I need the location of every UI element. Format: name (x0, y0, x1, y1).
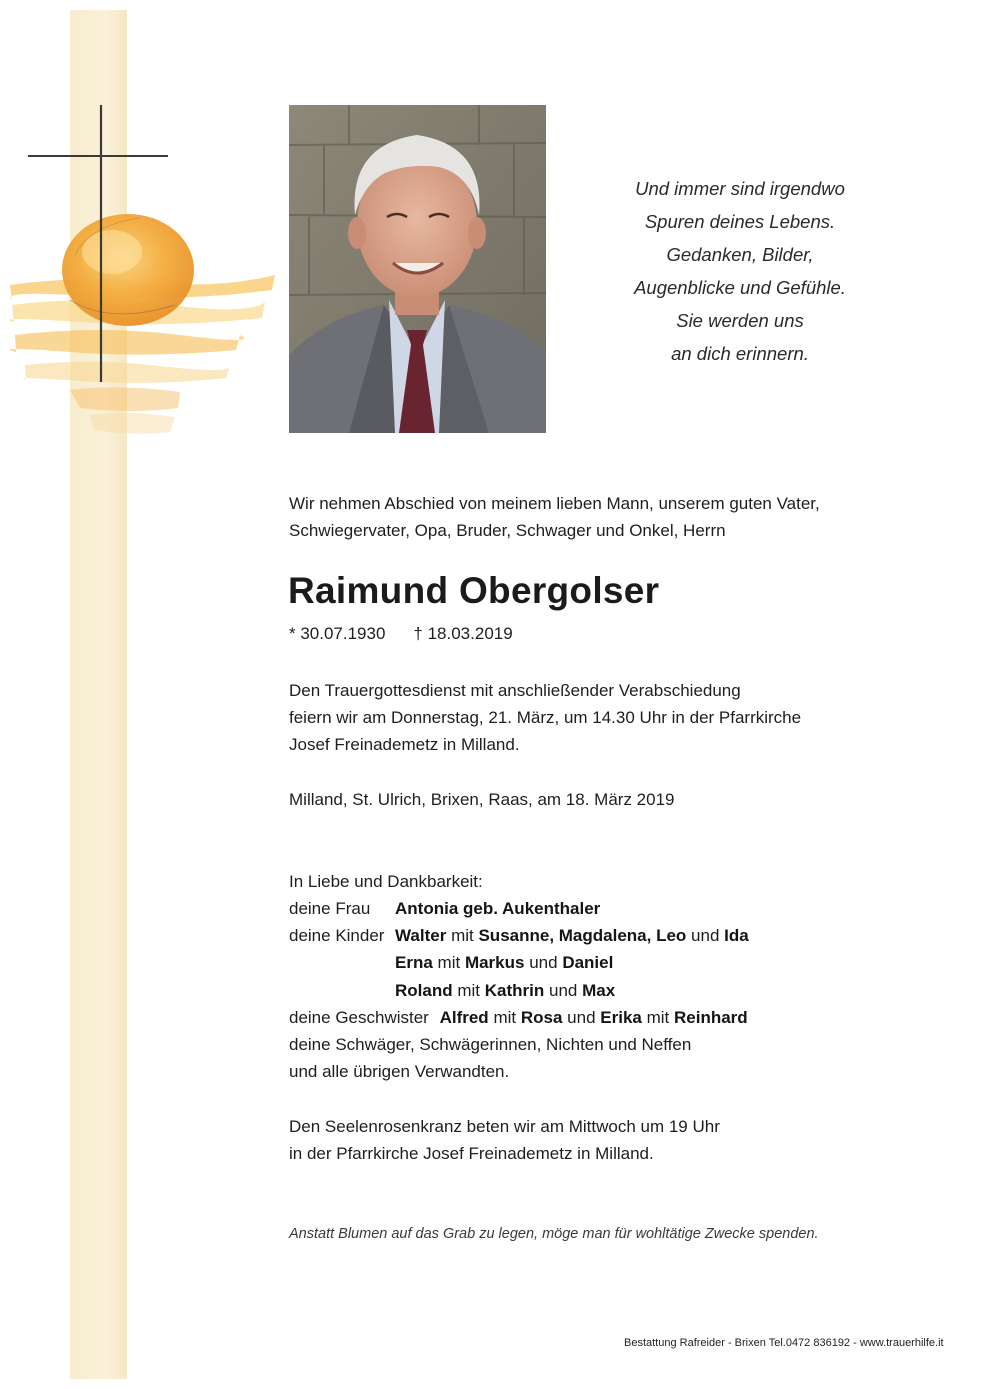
service-line: feiern wir am Donnerstag, 21. März, um 14.30 Uhr in der Pfarrkirche (289, 708, 802, 727)
poem-line: Gedanken, Bilder, (666, 244, 814, 265)
service-text (289, 677, 801, 758)
connector: und (548, 980, 578, 1000)
poem-line: Spuren deines Lebens. (644, 211, 836, 232)
family-name: Alfred (439, 1007, 489, 1027)
sun-watercolor (0, 90, 290, 450)
family-name: Roland (395, 980, 453, 1000)
relation-label: deine Kinder (289, 926, 385, 946)
connector: mit (646, 1007, 670, 1027)
family-row-others: und alle übrigen Verwandten. (289, 1062, 510, 1082)
portrait-photo (289, 105, 546, 433)
connector: mit (493, 1007, 517, 1027)
love-line: In Liebe und Dankbarkeit: (289, 872, 483, 891)
birth-date: * 30.07.1930 (289, 624, 386, 643)
poem-line: Augenblicke und Gefühle. (634, 277, 846, 298)
family-name: Antonia geb. Aukenthaler (395, 899, 601, 918)
family-list (289, 895, 748, 1085)
connector: mit (451, 926, 474, 946)
family-name: Rosa (520, 1007, 563, 1027)
connector: mit (437, 953, 461, 973)
family-name: Erika (600, 1007, 642, 1027)
intro-text (289, 490, 820, 544)
family-row-inlaws: deine Schwäger, Schwägerinnen, Nichten und Neffen (289, 1034, 692, 1054)
family-name: Walter (395, 926, 447, 946)
family-name: Kathrin (484, 980, 545, 1000)
poem-line: an dich erinnern. (671, 343, 809, 364)
family-name: Max (582, 980, 616, 1000)
family-name: Susanne, Magdalena, Leo (478, 926, 687, 946)
relation-label: deine Geschwister (289, 1007, 429, 1027)
service-line: Josef Freinademetz in Milland. (289, 735, 520, 754)
relation-label: deine Frau (289, 899, 371, 918)
connector: mit (457, 980, 481, 1000)
family-row-child (289, 977, 748, 1004)
deceased-name: Raimund Obergolser (288, 570, 660, 611)
funeral-home-footer: Bestattung Rafreider - Brixen Tel.0472 836192 - www.trauerhilfe.it (624, 1337, 944, 1349)
family-name: Erna (395, 953, 433, 973)
donation-note: Anstatt Blumen auf das Grab zu legen, möge man für wohltätige Zwecke spenden. (289, 1226, 819, 1242)
poem (600, 172, 880, 370)
life-dates (289, 624, 513, 644)
rosary-line: in der Pfarrkirche Josef Freinademetz in Milland. (289, 1144, 654, 1163)
intro-line: Schwiegervater, Opa, Bruder, Schwager und Onkel, Herrn (289, 521, 726, 540)
connector: und (691, 926, 720, 946)
rosary-line: Den Seelenrosenkranz beten wir am Mittwoch um 19 Uhr (289, 1117, 720, 1136)
family-row-children (289, 922, 748, 949)
connector: und (529, 953, 558, 973)
place-date: Milland, St. Ulrich, Brixen, Raas, am 18. März 2019 (289, 790, 675, 809)
service-line: Den Trauergottesdienst mit anschließender Verabschiedung (289, 681, 741, 700)
intro-line: Wir nehmen Abschied von meinem lieben Mann, unserem guten Vater, (289, 494, 820, 513)
family-row-child (289, 949, 748, 976)
family-row-siblings (289, 1004, 748, 1031)
family-row-wife (289, 895, 748, 922)
poem-line: Sie werden uns (676, 310, 804, 331)
death-date: † 18.03.2019 (413, 624, 513, 643)
family-name: Reinhard (674, 1007, 748, 1027)
poem-line: Und immer sind irgendwo (635, 178, 845, 199)
connector: und (567, 1007, 596, 1027)
family-name: Ida (724, 926, 749, 946)
family-name: Markus (464, 953, 525, 973)
family-name: Daniel (562, 953, 614, 973)
rosary-text (289, 1113, 720, 1167)
